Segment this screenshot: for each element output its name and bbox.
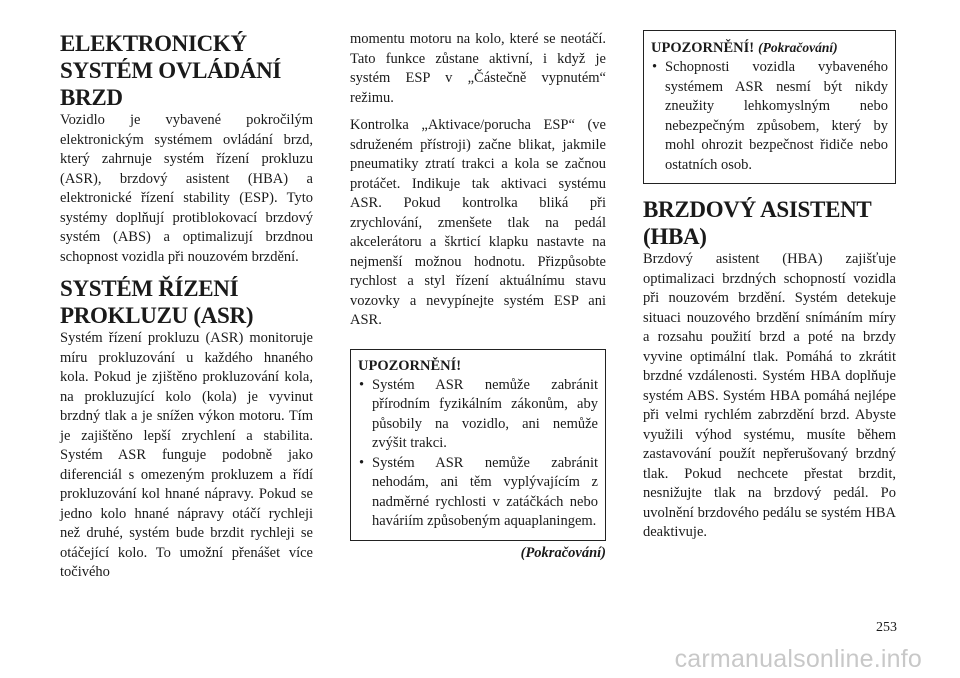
paragraph-brake-assist: Brzdový asistent (HBA) zajišťuje optimalizaci brzdných schopností vozidla při nouzovém brzdění. Systém detekuje situaci nouzového brzdění snímáním míry a rozsahu použití brzd a poté na brzdy vyvine optimální tlak. Pomáhá to zkrátit brzdné vzdálenosti. Systém HBA doplňuje systém ABS. Systém HBA pomáhá nejlépe při velmi rychlém zabrzdění brzd. Abyste využili výhod systému, musíte během zastavování použít nepřerušovaný brzdný tlak. Pokud nechcete přestat brzdit, nesnižujte tlak na brzdový pedál. Po uvolnění brzdového pedálu se systém HBA deaktivuje.: [643, 251, 896, 540]
warning-box-asr: [350, 349, 606, 541]
warning-title: UPOZORNĚNÍ!: [651, 40, 755, 56]
warning-item: • Schopnosti vozidla vybaveného systémem ASR nesmí být nikdy zneužity lehkomyslným nebo nebezpečným způsobem, který by mohl ohrozit bezpečnost řidiče nebo ostatních osob.: [651, 58, 888, 175]
warning-title-row: [651, 38, 888, 58]
paragraph-esp-indicator: Kontrolka „Aktivace/porucha ESP“ (ve sdruženém přístroji) začne blikat, jakmile pneumatiky ztratí trakci a kola se začnou protáčet. Indikuje tak aktivaci systému ASR. Pokud kontrolka bliká při zrychlování, zmenšete tlak na pedál akcelerátoru a škrticí klapku nastavte na nejmenší možnou hodnotu. Přizpůsobte rychlost a styl řízení aktuálnímu stavu vozovky a nevypínejte systém ESP ani ASR.: [350, 117, 606, 328]
warning-item: • Systém ASR nemůže zabránit nehodám, ani těm vyplývajícím z nadměrné rychlosti v zatáčkách nebo haváriím způsobeným aquaplaningem.: [358, 454, 598, 532]
heading-brake-assist: BRZDOVÝ ASISTENT (HBA): [643, 197, 872, 249]
column-1: [60, 30, 313, 583]
page-number: 253: [876, 620, 897, 635]
column-3: [643, 30, 896, 543]
heading-traction-control: SYSTÉM ŘÍZENÍ PROKLUZU (ASR): [60, 276, 254, 328]
warning-list: [651, 58, 888, 175]
warning-list: [358, 376, 598, 532]
heading-electronic-brake-control: ELEKTRONICKÝ SYSTÉM OVLÁDÁNÍ BRZD: [60, 31, 282, 110]
paragraph-traction-control: Systém řízení prokluzu (ASR) monitoruje míru prokluzování u každého hnaného kola. Pokud je zjištěno prokluzování kola, na prokluzující kolo (kola) je vyvinut brzdný tlak a je snížen výkon motoru. Tím je zajištěno lepší zrychlení a stabilita. Systém ASR funguje podobně jako diferenciál s omezeným prokluzem a řídí prokluzování kol hnané nápravy. Pokud se jedno kolo hnané nápravy otáčí rychleji než druhé, systém bude brzdit rychleji se otáčející kolo. To umožní přenášet více točivého: [60, 330, 313, 580]
warning-continued-label: (Pokračování): [758, 40, 838, 55]
paragraph-torque-continued: momentu motoru na kolo, které se neotáčí. Tato funkce zůstane aktivní, i když je systém ESP v „Částečně vypnutém“ režimu.: [350, 31, 606, 106]
continued-label: (Pokračování): [520, 544, 606, 561]
watermark: carmanualsonline.info: [674, 645, 922, 673]
warning-box-continued: [643, 30, 896, 184]
paragraph-brake-control-intro: Vozidlo je vybavené pokročilým elektronickým systémem ovládání brzd, který zahrnuje systém řízení prokluzu (ASR), brzdový asistent (HBA) a elektronické řízení stability (ESP). Tyto systémy doplňují protiblokovací brzdový systém (ABS) a optimalizují brzdnou schopnost vozidla při nouzovém brzdění.: [60, 112, 313, 265]
column-2: [350, 30, 606, 562]
warning-title: UPOZORNĚNÍ!: [358, 357, 462, 374]
warning-item: • Systém ASR nemůže zabránit přírodním fyzikálním zákonům, aby působily na vozidlo, ani nemůže zvýšit trakci.: [358, 376, 598, 454]
